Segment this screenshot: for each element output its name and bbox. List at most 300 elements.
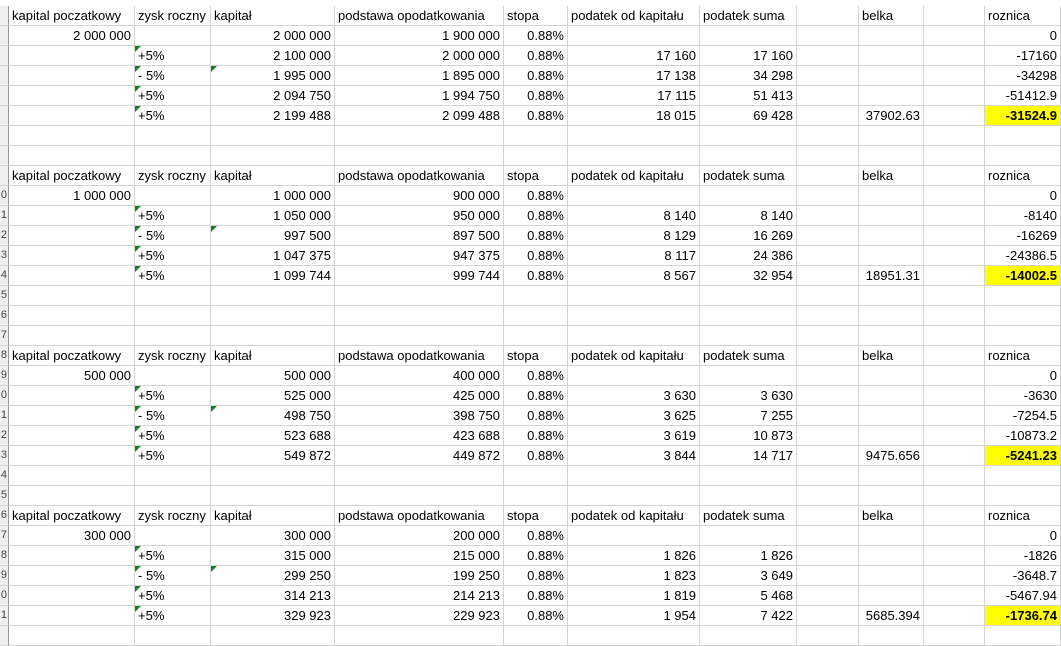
cell-belka[interactable] <box>859 326 924 346</box>
cell-podatek-suma[interactable] <box>700 486 797 506</box>
header-cell-zysk-roczny[interactable]: zysk roczny <box>135 506 211 526</box>
cell-podatek-suma[interactable] <box>700 306 797 326</box>
cell-podstawa-opodatkowania[interactable]: 229 923 <box>335 606 504 626</box>
cell-podatek-suma[interactable] <box>700 626 797 646</box>
cell-podatek-suma[interactable]: 51 413 <box>700 86 797 106</box>
cell-kapital-poczatkowy[interactable] <box>9 66 135 86</box>
cell-kapital-poczatkowy[interactable] <box>9 226 135 246</box>
header-cell-blank[interactable] <box>797 346 859 366</box>
cell-podstawa-opodatkowania[interactable]: 449 872 <box>335 446 504 466</box>
cell-blank2[interactable] <box>924 526 985 546</box>
row-number[interactable] <box>0 6 9 26</box>
header-cell-blank2[interactable] <box>924 166 985 186</box>
row-number[interactable]: 5 <box>0 286 9 306</box>
cell-belka[interactable] <box>859 246 924 266</box>
cell-podatek-suma[interactable] <box>700 526 797 546</box>
cell-roznica[interactable]: -3630 <box>985 386 1061 406</box>
cell-kapital[interactable] <box>211 146 335 166</box>
header-cell-podatek-suma[interactable]: podatek suma <box>700 166 797 186</box>
cell-kapital[interactable]: 2 000 000 <box>211 26 335 46</box>
cell-roznica[interactable]: -3648.7 <box>985 566 1061 586</box>
cell-zysk-roczny[interactable] <box>135 306 211 326</box>
cell-zysk-roczny[interactable]: +5% <box>135 266 211 286</box>
cell-blank2[interactable] <box>924 306 985 326</box>
cell-stopa[interactable]: 0.88% <box>504 386 568 406</box>
cell-podatek-od-kapitalu[interactable]: 1 819 <box>568 586 700 606</box>
cell-podatek-od-kapitalu[interactable]: 17 138 <box>568 66 700 86</box>
header-cell-kapital-poczatkowy[interactable]: kapital poczatkowy <box>9 166 135 186</box>
cell-zysk-roczny[interactable]: +5% <box>135 586 211 606</box>
header-cell-podatek-suma[interactable]: podatek suma <box>700 6 797 26</box>
cell-blank[interactable] <box>797 186 859 206</box>
cell-podstawa-opodatkowania[interactable]: 1 994 750 <box>335 86 504 106</box>
cell-blank2[interactable] <box>924 106 985 126</box>
cell-kapital[interactable]: 1 050 000 <box>211 206 335 226</box>
cell-podatek-suma[interactable] <box>700 26 797 46</box>
cell-roznica[interactable] <box>985 466 1061 486</box>
cell-zysk-roczny[interactable] <box>135 126 211 146</box>
cell-stopa[interactable]: 0.88% <box>504 246 568 266</box>
cell-kapital-poczatkowy[interactable] <box>9 146 135 166</box>
cell-podatek-suma[interactable] <box>700 286 797 306</box>
cell-stopa[interactable] <box>504 486 568 506</box>
row-number[interactable]: 2 <box>0 226 9 246</box>
cell-blank2[interactable] <box>924 586 985 606</box>
row-number[interactable]: 6 <box>0 306 9 326</box>
cell-podatek-suma[interactable] <box>700 326 797 346</box>
cell-zysk-roczny[interactable]: - 5% <box>135 226 211 246</box>
cell-stopa[interactable]: 0.88% <box>504 606 568 626</box>
cell-belka[interactable] <box>859 146 924 166</box>
cell-podatek-od-kapitalu[interactable]: 1 823 <box>568 566 700 586</box>
row-number[interactable] <box>0 626 9 646</box>
cell-zysk-roczny[interactable]: +5% <box>135 246 211 266</box>
cell-podstawa-opodatkowania[interactable] <box>335 126 504 146</box>
cell-podstawa-opodatkowania[interactable]: 199 250 <box>335 566 504 586</box>
cell-kapital[interactable]: 549 872 <box>211 446 335 466</box>
cell-podatek-od-kapitalu[interactable] <box>568 126 700 146</box>
cell-stopa[interactable]: 0.88% <box>504 46 568 66</box>
cell-blank[interactable] <box>797 246 859 266</box>
cell-podatek-suma[interactable]: 16 269 <box>700 226 797 246</box>
cell-belka[interactable] <box>859 306 924 326</box>
row-number[interactable]: 8 <box>0 346 9 366</box>
cell-kapital-poczatkowy[interactable] <box>9 546 135 566</box>
cell-kapital[interactable] <box>211 486 335 506</box>
cell-kapital-poczatkowy[interactable] <box>9 246 135 266</box>
row-number[interactable]: 5 <box>0 486 9 506</box>
cell-podstawa-opodatkowania[interactable]: 1 895 000 <box>335 66 504 86</box>
cell-podatek-od-kapitalu[interactable]: 8 129 <box>568 226 700 246</box>
cell-zysk-roczny[interactable]: - 5% <box>135 406 211 426</box>
cell-podstawa-opodatkowania[interactable]: 2 099 488 <box>335 106 504 126</box>
cell-roznica[interactable]: -10873.2 <box>985 426 1061 446</box>
cell-blank2[interactable] <box>924 126 985 146</box>
cell-blank[interactable] <box>797 326 859 346</box>
row-number[interactable]: 4 <box>0 466 9 486</box>
header-cell-podstawa-opodatkowania[interactable]: podstawa opodatkowania <box>335 506 504 526</box>
cell-zysk-roczny[interactable]: +5% <box>135 106 211 126</box>
cell-podatek-od-kapitalu[interactable] <box>568 466 700 486</box>
cell-kapital[interactable]: 2 094 750 <box>211 86 335 106</box>
cell-blank2[interactable] <box>924 246 985 266</box>
cell-podatek-suma[interactable]: 24 386 <box>700 246 797 266</box>
cell-blank[interactable] <box>797 566 859 586</box>
cell-kapital-poczatkowy[interactable] <box>9 126 135 146</box>
cell-blank[interactable] <box>797 426 859 446</box>
cell-kapital[interactable]: 525 000 <box>211 386 335 406</box>
cell-stopa[interactable]: 0.88% <box>504 266 568 286</box>
row-number[interactable]: 7 <box>0 326 9 346</box>
header-cell-blank2[interactable] <box>924 6 985 26</box>
cell-blank[interactable] <box>797 586 859 606</box>
cell-blank2[interactable] <box>924 626 985 646</box>
cell-podstawa-opodatkowania[interactable]: 215 000 <box>335 546 504 566</box>
cell-zysk-roczny[interactable] <box>135 26 211 46</box>
cell-stopa[interactable]: 0.88% <box>504 366 568 386</box>
cell-belka[interactable] <box>859 426 924 446</box>
cell-zysk-roczny[interactable] <box>135 526 211 546</box>
cell-podatek-suma[interactable]: 5 468 <box>700 586 797 606</box>
cell-blank[interactable] <box>797 366 859 386</box>
cell-podatek-suma[interactable]: 17 160 <box>700 46 797 66</box>
cell-podatek-suma[interactable]: 7 422 <box>700 606 797 626</box>
cell-kapital[interactable] <box>211 326 335 346</box>
cell-podatek-suma[interactable] <box>700 146 797 166</box>
cell-roznica[interactable]: 0 <box>985 526 1061 546</box>
header-cell-blank[interactable] <box>797 506 859 526</box>
cell-belka[interactable] <box>859 486 924 506</box>
header-cell-belka[interactable]: belka <box>859 346 924 366</box>
cell-kapital[interactable] <box>211 306 335 326</box>
cell-kapital-poczatkowy[interactable] <box>9 426 135 446</box>
cell-podatek-od-kapitalu[interactable] <box>568 626 700 646</box>
row-number[interactable]: 6 <box>0 506 9 526</box>
cell-podatek-od-kapitalu[interactable]: 3 619 <box>568 426 700 446</box>
cell-kapital-poczatkowy[interactable] <box>9 406 135 426</box>
cell-zysk-roczny[interactable]: +5% <box>135 546 211 566</box>
cell-blank2[interactable] <box>924 606 985 626</box>
cell-kapital[interactable]: 2 199 488 <box>211 106 335 126</box>
cell-podatek-od-kapitalu[interactable] <box>568 146 700 166</box>
cell-blank[interactable] <box>797 66 859 86</box>
cell-blank[interactable] <box>797 526 859 546</box>
cell-zysk-roczny[interactable] <box>135 186 211 206</box>
cell-kapital[interactable]: 300 000 <box>211 526 335 546</box>
cell-stopa[interactable]: 0.88% <box>504 206 568 226</box>
cell-podatek-od-kapitalu[interactable] <box>568 326 700 346</box>
row-number[interactable] <box>0 126 9 146</box>
cell-blank2[interactable] <box>924 486 985 506</box>
cell-kapital-poczatkowy[interactable] <box>9 266 135 286</box>
cell-kapital-poczatkowy[interactable] <box>9 206 135 226</box>
cell-belka[interactable] <box>859 86 924 106</box>
header-cell-belka[interactable]: belka <box>859 506 924 526</box>
header-cell-kapital[interactable]: kapitał <box>211 346 335 366</box>
cell-blank2[interactable] <box>924 366 985 386</box>
header-cell-belka[interactable]: belka <box>859 6 924 26</box>
cell-kapital[interactable]: 329 923 <box>211 606 335 626</box>
cell-roznica[interactable]: 0 <box>985 366 1061 386</box>
cell-kapital[interactable]: 299 250 <box>211 566 335 586</box>
header-cell-zysk-roczny[interactable]: zysk roczny <box>135 166 211 186</box>
cell-belka[interactable] <box>859 366 924 386</box>
header-cell-podstawa-opodatkowania[interactable]: podstawa opodatkowania <box>335 166 504 186</box>
cell-kapital[interactable]: 523 688 <box>211 426 335 446</box>
cell-kapital-poczatkowy[interactable]: 500 000 <box>9 366 135 386</box>
cell-kapital-poczatkowy[interactable] <box>9 86 135 106</box>
header-cell-podatek-od-kapitalu[interactable]: podatek od kapitału <box>568 6 700 26</box>
cell-roznica[interactable] <box>985 286 1061 306</box>
cell-belka[interactable] <box>859 406 924 426</box>
cell-podstawa-opodatkowania[interactable] <box>335 306 504 326</box>
cell-podstawa-opodatkowania[interactable]: 950 000 <box>335 206 504 226</box>
cell-zysk-roczny[interactable]: +5% <box>135 606 211 626</box>
cell-podatek-od-kapitalu[interactable]: 1 826 <box>568 546 700 566</box>
cell-kapital-poczatkowy[interactable] <box>9 626 135 646</box>
header-cell-blank2[interactable] <box>924 346 985 366</box>
cell-stopa[interactable] <box>504 306 568 326</box>
row-number[interactable]: 0 <box>0 186 9 206</box>
cell-podatek-suma[interactable] <box>700 466 797 486</box>
row-number[interactable] <box>0 166 9 186</box>
cell-roznica[interactable]: -17160 <box>985 46 1061 66</box>
cell-podatek-suma[interactable] <box>700 186 797 206</box>
row-number[interactable]: 1 <box>0 406 9 426</box>
header-cell-blank[interactable] <box>797 6 859 26</box>
cell-roznica[interactable]: -1826 <box>985 546 1061 566</box>
row-number[interactable] <box>0 86 9 106</box>
cell-podatek-suma[interactable]: 3 630 <box>700 386 797 406</box>
cell-blank2[interactable] <box>924 46 985 66</box>
cell-belka[interactable] <box>859 386 924 406</box>
cell-podatek-od-kapitalu[interactable] <box>568 186 700 206</box>
cell-stopa[interactable]: 0.88% <box>504 186 568 206</box>
header-cell-zysk-roczny[interactable]: zysk roczny <box>135 6 211 26</box>
cell-kapital-poczatkowy[interactable] <box>9 446 135 466</box>
cell-kapital[interactable]: 997 500 <box>211 226 335 246</box>
cell-kapital-poczatkowy[interactable] <box>9 326 135 346</box>
cell-kapital[interactable]: 1 000 000 <box>211 186 335 206</box>
cell-stopa[interactable] <box>504 626 568 646</box>
row-number[interactable]: 8 <box>0 546 9 566</box>
cell-kapital[interactable]: 315 000 <box>211 546 335 566</box>
cell-kapital[interactable]: 1 099 744 <box>211 266 335 286</box>
cell-belka[interactable] <box>859 586 924 606</box>
header-cell-roznica[interactable]: roznica <box>985 346 1061 366</box>
cell-blank2[interactable] <box>924 86 985 106</box>
cell-podatek-suma[interactable]: 3 649 <box>700 566 797 586</box>
header-cell-podatek-od-kapitalu[interactable]: podatek od kapitału <box>568 346 700 366</box>
cell-roznica[interactable]: -14002.5 <box>985 266 1061 286</box>
cell-stopa[interactable]: 0.88% <box>504 86 568 106</box>
cell-stopa[interactable] <box>504 126 568 146</box>
cell-blank[interactable] <box>797 546 859 566</box>
cell-podatek-od-kapitalu[interactable]: 17 115 <box>568 86 700 106</box>
cell-blank[interactable] <box>797 286 859 306</box>
cell-blank[interactable] <box>797 446 859 466</box>
cell-blank2[interactable] <box>924 226 985 246</box>
cell-podatek-suma[interactable]: 32 954 <box>700 266 797 286</box>
row-number[interactable]: 3 <box>0 446 9 466</box>
cell-blank2[interactable] <box>924 66 985 86</box>
cell-roznica[interactable] <box>985 326 1061 346</box>
cell-blank2[interactable] <box>924 286 985 306</box>
cell-podatek-od-kapitalu[interactable]: 8 567 <box>568 266 700 286</box>
cell-roznica[interactable] <box>985 306 1061 326</box>
cell-podstawa-opodatkowania[interactable] <box>335 286 504 306</box>
cell-belka[interactable] <box>859 226 924 246</box>
cell-kapital[interactable] <box>211 626 335 646</box>
cell-stopa[interactable]: 0.88% <box>504 406 568 426</box>
cell-roznica[interactable]: -24386.5 <box>985 246 1061 266</box>
cell-blank[interactable] <box>797 606 859 626</box>
cell-blank2[interactable] <box>924 466 985 486</box>
cell-podatek-suma[interactable]: 8 140 <box>700 206 797 226</box>
cell-kapital[interactable] <box>211 466 335 486</box>
cell-belka[interactable] <box>859 66 924 86</box>
cell-belka[interactable] <box>859 186 924 206</box>
row-number[interactable]: 0 <box>0 386 9 406</box>
cell-blank[interactable] <box>797 406 859 426</box>
header-cell-kapital-poczatkowy[interactable]: kapital poczatkowy <box>9 346 135 366</box>
cell-podstawa-opodatkowania[interactable] <box>335 486 504 506</box>
cell-podatek-suma[interactable] <box>700 366 797 386</box>
row-number[interactable] <box>0 106 9 126</box>
row-number[interactable]: 7 <box>0 526 9 546</box>
header-cell-roznica[interactable]: roznica <box>985 166 1061 186</box>
header-cell-belka[interactable]: belka <box>859 166 924 186</box>
cell-kapital[interactable] <box>211 286 335 306</box>
row-number[interactable]: 3 <box>0 246 9 266</box>
cell-zysk-roczny[interactable] <box>135 366 211 386</box>
cell-kapital-poczatkowy[interactable]: 300 000 <box>9 526 135 546</box>
cell-roznica[interactable]: -5241.23 <box>985 446 1061 466</box>
header-cell-podatek-od-kapitalu[interactable]: podatek od kapitału <box>568 166 700 186</box>
cell-blank[interactable] <box>797 266 859 286</box>
cell-belka[interactable]: 5685.394 <box>859 606 924 626</box>
cell-blank[interactable] <box>797 106 859 126</box>
cell-blank2[interactable] <box>924 146 985 166</box>
cell-blank[interactable] <box>797 386 859 406</box>
row-number[interactable]: 0 <box>0 586 9 606</box>
cell-podatek-suma[interactable]: 7 255 <box>700 406 797 426</box>
header-cell-podatek-od-kapitalu[interactable]: podatek od kapitału <box>568 506 700 526</box>
row-number[interactable] <box>0 146 9 166</box>
cell-zysk-roczny[interactable]: +5% <box>135 386 211 406</box>
cell-blank2[interactable] <box>924 266 985 286</box>
cell-podatek-od-kapitalu[interactable]: 3 625 <box>568 406 700 426</box>
row-number[interactable]: 9 <box>0 366 9 386</box>
cell-zysk-roczny[interactable] <box>135 466 211 486</box>
cell-belka[interactable] <box>859 206 924 226</box>
cell-stopa[interactable]: 0.88% <box>504 586 568 606</box>
cell-stopa[interactable]: 0.88% <box>504 426 568 446</box>
cell-podstawa-opodatkowania[interactable]: 2 000 000 <box>335 46 504 66</box>
cell-podatek-od-kapitalu[interactable]: 1 954 <box>568 606 700 626</box>
cell-blank2[interactable] <box>924 186 985 206</box>
cell-roznica[interactable]: -51412.9 <box>985 86 1061 106</box>
row-number[interactable] <box>0 66 9 86</box>
cell-podatek-od-kapitalu[interactable] <box>568 486 700 506</box>
header-cell-stopa[interactable]: stopa <box>504 506 568 526</box>
header-cell-blank[interactable] <box>797 166 859 186</box>
cell-belka[interactable]: 37902.63 <box>859 106 924 126</box>
cell-roznica[interactable] <box>985 486 1061 506</box>
cell-belka[interactable] <box>859 526 924 546</box>
row-number[interactable]: 9 <box>0 566 9 586</box>
header-cell-kapital-poczatkowy[interactable]: kapital poczatkowy <box>9 506 135 526</box>
cell-roznica[interactable] <box>985 146 1061 166</box>
cell-zysk-roczny[interactable] <box>135 626 211 646</box>
cell-podatek-suma[interactable] <box>700 126 797 146</box>
cell-kapital-poczatkowy[interactable] <box>9 606 135 626</box>
cell-roznica[interactable]: -8140 <box>985 206 1061 226</box>
cell-blank[interactable] <box>797 26 859 46</box>
cell-kapital[interactable]: 1 047 375 <box>211 246 335 266</box>
cell-zysk-roczny[interactable] <box>135 286 211 306</box>
cell-kapital-poczatkowy[interactable] <box>9 586 135 606</box>
header-cell-roznica[interactable]: roznica <box>985 6 1061 26</box>
cell-stopa[interactable]: 0.88% <box>504 106 568 126</box>
row-number[interactable]: 4 <box>0 266 9 286</box>
cell-kapital-poczatkowy[interactable] <box>9 306 135 326</box>
cell-podstawa-opodatkowania[interactable] <box>335 326 504 346</box>
cell-zysk-roczny[interactable]: - 5% <box>135 66 211 86</box>
cell-podatek-od-kapitalu[interactable]: 3 630 <box>568 386 700 406</box>
cell-stopa[interactable]: 0.88% <box>504 526 568 546</box>
cell-belka[interactable] <box>859 566 924 586</box>
cell-roznica[interactable]: -1736.74 <box>985 606 1061 626</box>
cell-blank[interactable] <box>797 86 859 106</box>
cell-stopa[interactable]: 0.88% <box>504 26 568 46</box>
cell-kapital[interactable]: 500 000 <box>211 366 335 386</box>
cell-zysk-roczny[interactable] <box>135 146 211 166</box>
cell-kapital-poczatkowy[interactable] <box>9 486 135 506</box>
header-cell-zysk-roczny[interactable]: zysk roczny <box>135 346 211 366</box>
cell-podstawa-opodatkowania[interactable]: 897 500 <box>335 226 504 246</box>
cell-stopa[interactable] <box>504 286 568 306</box>
cell-roznica[interactable]: -7254.5 <box>985 406 1061 426</box>
cell-podatek-suma[interactable]: 1 826 <box>700 546 797 566</box>
cell-blank2[interactable] <box>924 326 985 346</box>
cell-podstawa-opodatkowania[interactable]: 423 688 <box>335 426 504 446</box>
cell-blank[interactable] <box>797 46 859 66</box>
header-cell-kapital[interactable]: kapitał <box>211 506 335 526</box>
cell-podatek-od-kapitalu[interactable]: 17 160 <box>568 46 700 66</box>
cell-belka[interactable] <box>859 626 924 646</box>
cell-blank2[interactable] <box>924 566 985 586</box>
cell-roznica[interactable]: -34298 <box>985 66 1061 86</box>
cell-blank2[interactable] <box>924 206 985 226</box>
cell-podstawa-opodatkowania[interactable] <box>335 626 504 646</box>
cell-kapital[interactable]: 2 100 000 <box>211 46 335 66</box>
cell-roznica[interactable] <box>985 126 1061 146</box>
cell-belka[interactable] <box>859 466 924 486</box>
cell-kapital[interactable]: 314 213 <box>211 586 335 606</box>
cell-kapital-poczatkowy[interactable] <box>9 106 135 126</box>
cell-podstawa-opodatkowania[interactable]: 900 000 <box>335 186 504 206</box>
header-cell-podstawa-opodatkowania[interactable]: podstawa opodatkowania <box>335 346 504 366</box>
cell-belka[interactable] <box>859 26 924 46</box>
cell-blank[interactable] <box>797 206 859 226</box>
header-cell-podatek-suma[interactable]: podatek suma <box>700 346 797 366</box>
cell-podstawa-opodatkowania[interactable] <box>335 466 504 486</box>
cell-kapital[interactable]: 1 995 000 <box>211 66 335 86</box>
header-cell-podstawa-opodatkowania[interactable]: podstawa opodatkowania <box>335 6 504 26</box>
cell-podstawa-opodatkowania[interactable]: 214 213 <box>335 586 504 606</box>
row-number[interactable]: 1 <box>0 606 9 626</box>
